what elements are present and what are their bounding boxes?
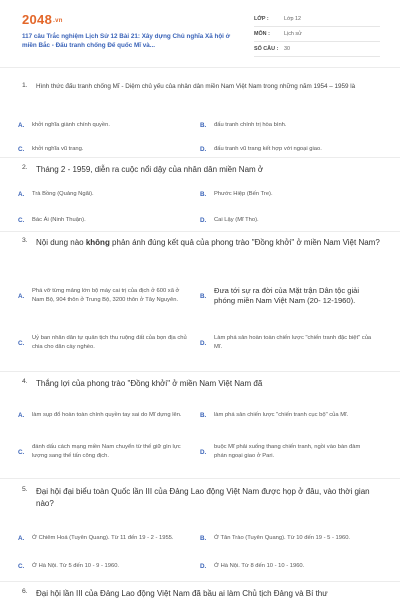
meta-label: LỚP : <box>254 16 269 22</box>
option-a[interactable] <box>18 181 200 207</box>
meta-label: SỐ CÂU : <box>254 46 279 52</box>
option-b[interactable] <box>200 113 382 137</box>
options-q2 <box>18 181 382 233</box>
logo-text: 2048 <box>22 12 53 27</box>
option-letter: A. <box>18 121 25 129</box>
option-letter: B. <box>200 411 207 419</box>
option-c[interactable] <box>18 207 200 233</box>
option-letter: B. <box>200 121 207 129</box>
option-text: Ở Chiêm Hoá (Tuyên Quang). Từ 11 đến 19 - 2 - 1955. <box>32 534 174 541</box>
option-c[interactable] <box>18 555 200 577</box>
option-letter: D. <box>200 562 207 570</box>
option-d[interactable] <box>200 320 382 366</box>
option-b[interactable] <box>200 521 382 555</box>
question-number: 2. <box>22 164 28 171</box>
option-text: khởi nghĩa vũ trang. <box>32 145 84 152</box>
question-divider <box>0 157 400 158</box>
option-text: Ở Hà Nội. Từ 8 đến 10 - 10 - 1960. <box>214 562 305 569</box>
option-letter: A. <box>18 411 25 419</box>
option-letter: B. <box>200 534 207 542</box>
meta-row-class <box>254 12 380 27</box>
option-text: làm sụp đổ hoàn toàn chính quyền tay sai do Mĩ dựng lên. <box>32 411 182 418</box>
option-text: buộc Mĩ phải xuống thang chiến tranh, ngồi vào bàn đàm phán ngoại giao ở Pari. <box>214 444 361 459</box>
option-letter: A. <box>18 534 25 542</box>
options-q5 <box>18 521 382 577</box>
option-letter: D. <box>200 448 207 456</box>
question-text: Đại hội đại biểu toàn Quốc lần III của Đảng Lao động Việt Nam được họp ở đâu, vào thời gian nào? <box>36 487 370 508</box>
option-b[interactable] <box>200 272 382 320</box>
option-d[interactable] <box>200 432 382 472</box>
option-a[interactable] <box>18 398 200 432</box>
option-text: Ở Tân Trào (Tuyên Quang). Từ 10 đến 19 - 5 - 1960. <box>214 534 351 541</box>
question-1 <box>22 82 382 92</box>
option-d[interactable] <box>200 555 382 577</box>
question-text: Đại hội lần III của Đảng Lao động Việt Nam đã bầu ai làm Chủ tịch Đảng và Bí thư <box>36 589 328 598</box>
question-divider <box>0 231 400 232</box>
option-letter: A. <box>18 292 25 300</box>
question-6 <box>22 588 382 600</box>
option-text: Cai Lậy (Mĩ Tho). <box>214 216 259 223</box>
option-text: Bác Ái (Ninh Thuận). <box>32 216 86 223</box>
option-letter: C. <box>18 145 25 153</box>
meta-value: Lớp 12 <box>284 16 302 22</box>
meta-label: MÔN : <box>254 31 270 37</box>
option-text: Uỷ ban nhân dân tự quản tịch thu ruộng đất của bọn địa chủ chia cho dân cày nghèo. <box>32 335 187 350</box>
header <box>0 0 400 66</box>
option-text: đánh dấu cách mạng miền Nam chuyển từ thế giữ gìn lực lượng sang thế tấn công địch. <box>32 444 181 459</box>
options-q3 <box>18 272 382 366</box>
question-number: 3. <box>22 237 28 244</box>
meta-row-count <box>254 42 380 57</box>
option-c[interactable] <box>18 320 200 366</box>
option-letter: B. <box>200 292 207 300</box>
option-a[interactable] <box>18 521 200 555</box>
question-number: 6. <box>22 588 28 595</box>
option-text: Làm phá sản hoàn toàn chiến lược "chiến tranh đặc biệt" của Mĩ. <box>214 335 372 350</box>
option-letter: C. <box>18 448 25 456</box>
question-2 <box>22 164 382 176</box>
option-letter: D. <box>200 145 207 153</box>
option-b[interactable] <box>200 398 382 432</box>
option-a[interactable] <box>18 113 200 137</box>
option-text: khởi nghĩa giành chính quyền. <box>32 121 110 128</box>
option-letter: B. <box>200 190 207 198</box>
question-text: Hình thức đấu tranh chống Mĩ - Diệm chủ yếu của nhân dân miền Nam Việt Nam trong những năm 1954 – 1959 là <box>36 83 356 90</box>
option-c[interactable] <box>18 432 200 472</box>
option-text: Ở Hà Nội. Từ 5 đến 10 - 9 - 1960. <box>32 562 120 569</box>
question-text <box>36 237 382 249</box>
option-text: Phước Hiệp (Bến Tre). <box>214 190 273 197</box>
question-text-part: phản ánh đúng kết quả của phong trào "Đồng khởi" ở miền Nam Việt Nam? <box>109 238 380 247</box>
option-letter: D. <box>200 216 207 224</box>
header-divider <box>0 67 400 68</box>
option-b[interactable] <box>200 181 382 207</box>
option-letter: C. <box>18 339 25 347</box>
meta-value: Lịch sử <box>284 31 302 37</box>
option-text: Đưa tới sự ra đời của Mặt trận Dân tộc giải phóng miền Nam Việt Nam (20- 12-1960). <box>214 285 360 305</box>
question-3 <box>22 237 382 249</box>
option-d[interactable] <box>200 207 382 233</box>
option-text: đấu tranh chính trị hòa bình. <box>214 121 287 128</box>
option-text: làm phá sản chiến lược "chiến tranh cục bộ" của Mĩ. <box>214 411 349 418</box>
option-text: Trà Bồng (Quảng Ngãi). <box>32 190 94 197</box>
question-4 <box>22 378 382 390</box>
question-text-emphasis: không <box>85 238 110 247</box>
option-a[interactable] <box>18 272 200 320</box>
options-q4 <box>18 398 382 472</box>
option-letter: C. <box>18 216 25 224</box>
option-letter: A. <box>18 190 25 198</box>
question-divider <box>0 478 400 479</box>
question-divider <box>0 581 400 582</box>
meta-value: 30 <box>284 46 290 52</box>
question-number: 4. <box>22 378 28 385</box>
option-text: Phá vỡ từng mảng lớn bộ máy cai trị của địch ở 600 xã ở Nam Bộ, 904 thôn ở Trung Bộ, 3200 thôn ở Tây Nguyên. <box>32 288 180 303</box>
logo-suffix: .vn <box>53 17 63 24</box>
question-text: Thắng lợi của phong trào "Đồng khởi" ở miền Nam Việt Nam đã <box>36 379 263 388</box>
meta-row-subject <box>254 27 380 42</box>
question-text-part: Nội dung nào <box>36 238 86 247</box>
option-letter: C. <box>18 562 25 570</box>
question-number: 1. <box>22 82 28 89</box>
document-title: 117 câu Trắc nghiệm Lịch Sử 12 Bài 21: Xây dựng Chủ nghĩa Xã hội ở miền Bắc - Đấu tranh chống Đế quốc Mĩ và... <box>22 33 231 49</box>
options-q1 <box>18 113 382 161</box>
question-5 <box>22 486 382 509</box>
question-number: 5. <box>22 486 28 493</box>
meta-table <box>254 12 380 57</box>
question-divider <box>0 371 400 372</box>
question-text: Tháng 2 - 1959, diễn ra cuộc nổi dậy của nhân dân miền Nam ở <box>36 165 264 174</box>
option-text: đấu tranh vũ trang kết hợp với ngoại giao. <box>214 145 322 152</box>
option-letter: D. <box>200 339 207 347</box>
site-logo[interactable] <box>22 12 63 27</box>
